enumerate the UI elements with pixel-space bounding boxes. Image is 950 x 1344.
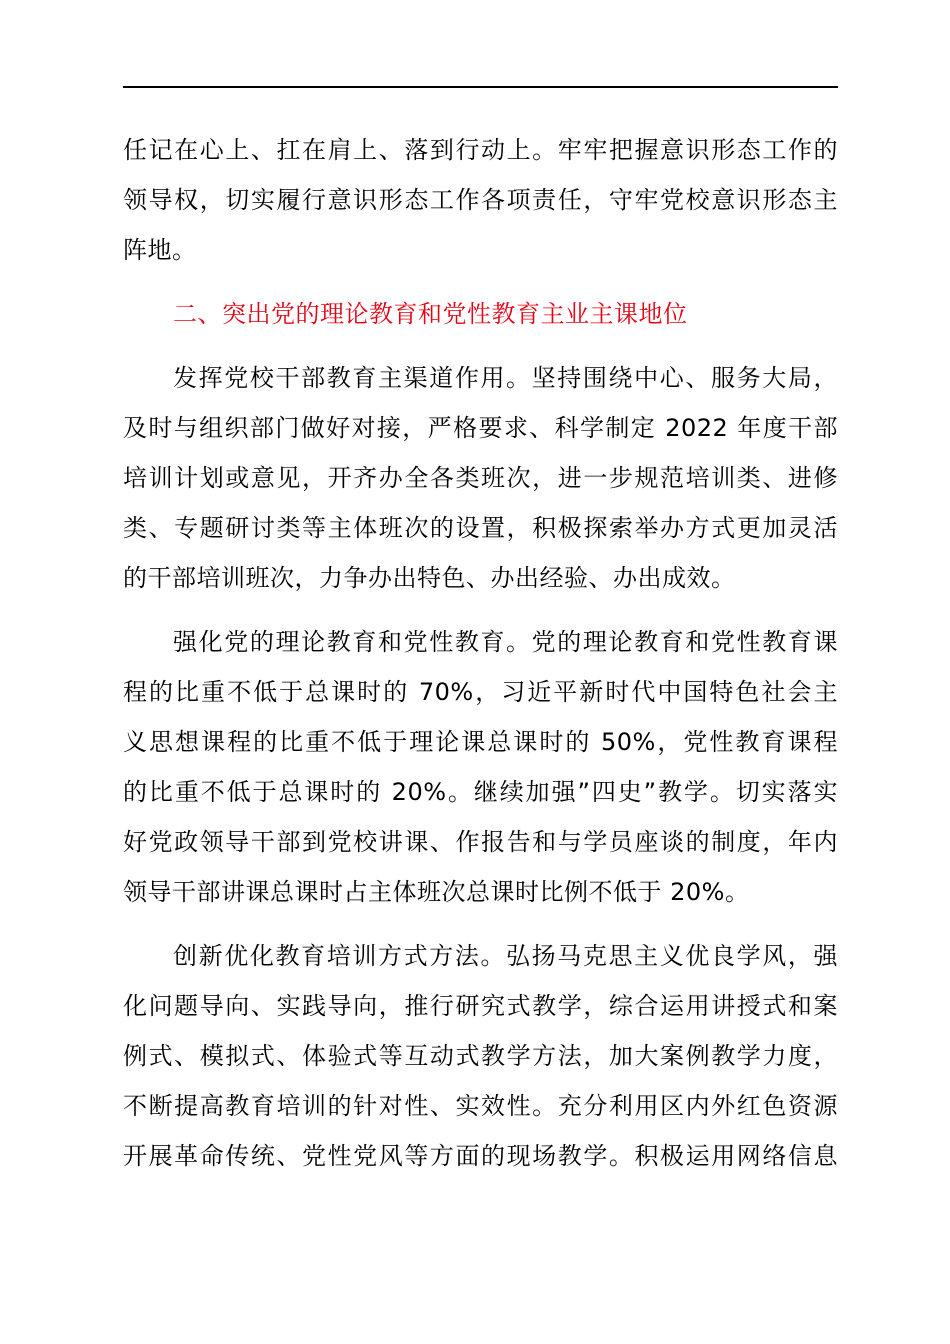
paragraph-teaching-methods bbox=[123, 931, 838, 1181]
document-body bbox=[123, 125, 838, 1181]
header-rule bbox=[123, 86, 838, 88]
text-line: 创新优化教育培训方式方法。弘扬马克思主义优良学风，强 bbox=[173, 942, 838, 970]
text-line: 发挥党校干部教育主渠道作用。坚持围绕中心、服务大局， bbox=[173, 364, 838, 392]
text-line: 的干部培训班次，力争办出特色、办出经验、办出成效。 bbox=[123, 564, 736, 592]
text-line: 任记在心上、扛在肩上、落到行动上。牢牢把握意识形态工作的 bbox=[123, 136, 838, 164]
text-line: 义思想课程的比重不低于理论课总课时的 50%，党性教育课程 bbox=[123, 728, 838, 756]
section-heading-text: 二、突出党的理论教育和党性教育主业主课地位 bbox=[173, 300, 688, 328]
text-line: 例式、模拟式、体验式等互动式教学方法，加大案例教学力度， bbox=[123, 1042, 838, 1070]
text-line: 阵地。 bbox=[123, 236, 197, 264]
text-line: 及时与组织部门做好对接，严格要求、科学制定 2022 年度干部 bbox=[123, 414, 838, 442]
text-line: 程的比重不低于总课时的 70%，习近平新时代中国特色社会主 bbox=[123, 678, 838, 706]
text-line: 的比重不低于总课时的 20%。继续加强”四史”教学。切实落实 bbox=[123, 778, 838, 806]
section-heading bbox=[123, 289, 838, 339]
text-line: 培训计划或意见，开齐办全各类班次，进一步规范培训类、进修 bbox=[123, 464, 838, 492]
paragraph-main-channel bbox=[123, 353, 838, 603]
text-line: 领导权，切实履行意识形态工作各项责任，守牢党校意识形态主 bbox=[123, 186, 838, 214]
text-line: 强化党的理论教育和党性教育。党的理论教育和党性教育课 bbox=[173, 628, 838, 656]
intro-paragraph bbox=[123, 125, 838, 275]
text-line: 领导干部讲课总课时占主体班次总课时比例不低于 20%。 bbox=[123, 878, 750, 906]
text-line: 开展革命传统、党性党风等方面的现场教学。积极运用网络信息 bbox=[123, 1142, 838, 1170]
text-line: 化问题导向、实践导向，推行研究式教学，综合运用讲授式和案 bbox=[123, 992, 838, 1020]
text-line: 类、专题研讨类等主体班次的设置，积极探索举办方式更加灵活 bbox=[123, 514, 838, 542]
paragraph-theory-education bbox=[123, 617, 838, 917]
text-line: 不断提高教育培训的针对性、实效性。充分利用区内外红色资源 bbox=[123, 1092, 838, 1120]
text-line: 好党政领导干部到党校讲课、作报告和与学员座谈的制度，年内 bbox=[123, 828, 838, 856]
